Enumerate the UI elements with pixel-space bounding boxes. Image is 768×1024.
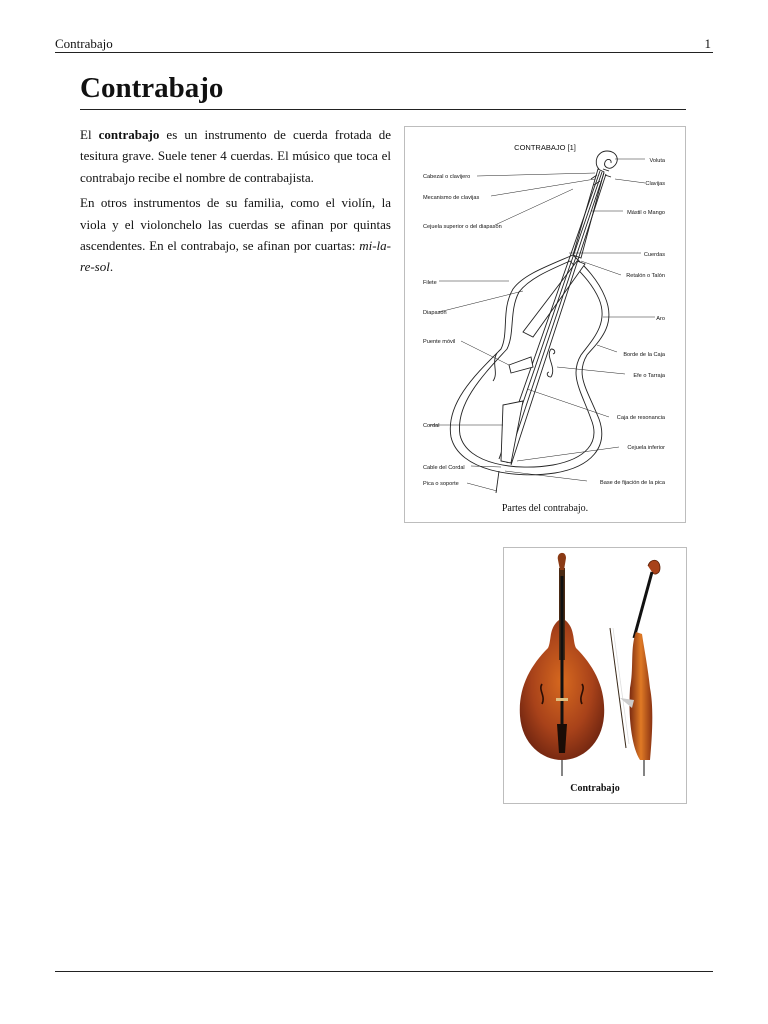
photo-figure bbox=[503, 547, 687, 804]
paragraph-tuning-text-start: En otros instrumentos de su familia, como el violín, la viola y el violonchelo las cuerdas se afinan por quintas ascendentes. En el contrabajo, se afinan por cuartas: bbox=[80, 195, 391, 254]
label-borde-caja: Borde de la Caja bbox=[623, 352, 665, 358]
label-caja-resonancia: Caja de resonancia bbox=[616, 415, 665, 421]
diagram-labels-left bbox=[423, 174, 502, 487]
label-filete: Filete bbox=[423, 280, 437, 286]
label-cuerdas: Cuerdas bbox=[643, 252, 665, 258]
paragraph-tuning bbox=[80, 192, 391, 278]
paragraph-intro-text-start: El bbox=[80, 127, 99, 142]
label-aro: Aro bbox=[656, 316, 665, 322]
label-cordal: Cordal bbox=[423, 423, 440, 429]
paragraph-intro-text-end: es un instrumento de cuerda frotada de tesitura grave. Suele tener 4 cuerdas. El músico que toca el contrabajo recibe el nombre de contrabajista. bbox=[80, 127, 391, 185]
diagram-title: CONTRABAJO [1] bbox=[514, 143, 576, 152]
label-diapason: Diapasón bbox=[423, 310, 447, 316]
label-retalon: Retalón o Talón bbox=[626, 273, 665, 279]
photo-caption: Contrabajo bbox=[570, 783, 620, 794]
term-contrabajo: contrabajo bbox=[98, 127, 160, 142]
running-header bbox=[55, 36, 713, 53]
tuning-notes: mi-la-re-sol bbox=[80, 238, 391, 275]
label-cabezal: Cabezal o clavijero bbox=[423, 174, 471, 180]
footer-rule bbox=[55, 971, 713, 972]
running-title: Contrabajo bbox=[55, 36, 113, 51]
diagram-labels-right bbox=[600, 158, 666, 486]
label-cable-cordal: Cable del Cordal bbox=[423, 465, 465, 471]
diagram-caption: Partes del contrabajo. bbox=[501, 503, 589, 514]
double-bass-drawing bbox=[450, 151, 617, 493]
label-mastil: Mástil o Mango bbox=[627, 210, 665, 216]
side-view-bass bbox=[610, 560, 660, 776]
front-view-bass bbox=[520, 553, 604, 776]
paragraph-intro bbox=[80, 124, 391, 188]
label-mecanismo-clavijas: Mecanismo de clavijas bbox=[423, 195, 480, 201]
label-cejuela-superior: Cejuela superior o del diapasón bbox=[423, 224, 502, 230]
label-cejuela-inferior: Cejuela inferior bbox=[627, 445, 665, 451]
parts-diagram bbox=[405, 127, 687, 507]
label-pica: Pica o soporte bbox=[423, 481, 459, 487]
label-puente-movil: Puente móvil bbox=[423, 339, 456, 345]
paragraph-tuning-text-end: . bbox=[109, 259, 114, 275]
label-efe: Efe o Tarraja bbox=[633, 373, 665, 379]
double-bass-photo bbox=[504, 548, 686, 776]
page-title: Contrabajo bbox=[80, 70, 686, 110]
label-clavijas: Clavijas bbox=[645, 181, 665, 187]
article-body bbox=[80, 124, 391, 282]
label-base-pica: Base de fijación de la pica bbox=[600, 480, 665, 486]
parts-diagram-figure bbox=[404, 126, 686, 523]
label-voluta: Voluta bbox=[649, 158, 665, 164]
page-number: 1 bbox=[704, 36, 711, 51]
